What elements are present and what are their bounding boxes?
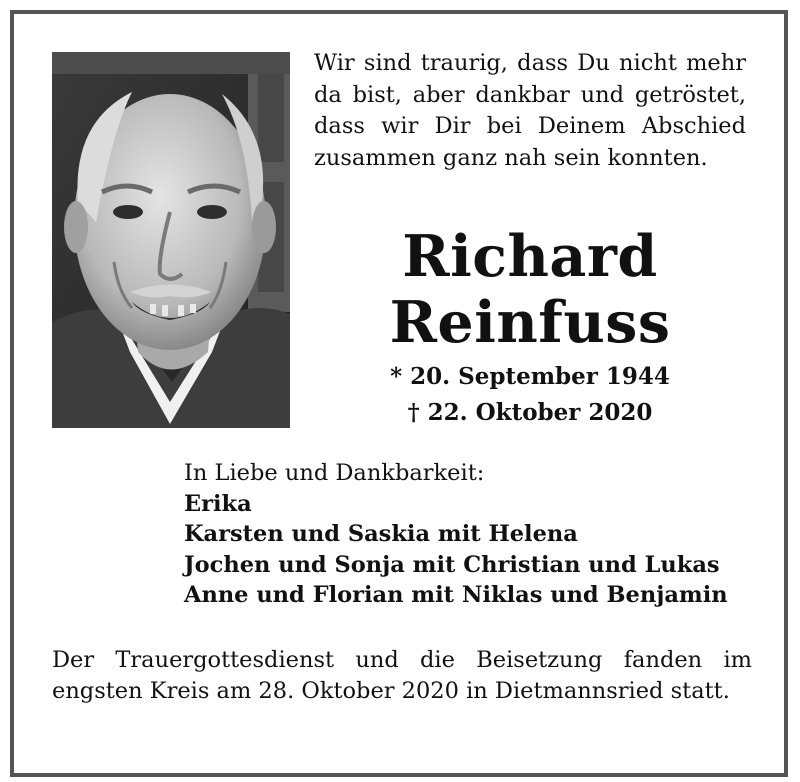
family-intro: In Liebe und Dankbarkeit: bbox=[184, 460, 485, 486]
portrait-photo bbox=[52, 52, 290, 428]
family-member: Jochen und Sonja mit Christian und Lukas bbox=[184, 551, 720, 578]
family-member: Karsten und Saskia mit Helena bbox=[184, 521, 578, 547]
funeral-notice: Der Trauergottesdienst und die Beisetzung fanden im engsten Kreis am 28. Oktober 2020 in Dietmannsried statt. bbox=[52, 647, 752, 704]
memorial-quote: Wir sind traurig, dass Du nicht mehr da bist, aber dankbar und getröstet, dass wir Dir bei Deinem Abschied zusammen ganz nah sein konnten. bbox=[314, 50, 746, 171]
family-section bbox=[184, 458, 764, 611]
first-name: Richard bbox=[402, 223, 658, 290]
last-name: Reinfuss bbox=[389, 289, 671, 356]
birth-date: * 20. September 1944 bbox=[390, 363, 670, 390]
death-date: † 22. Oktober 2020 bbox=[407, 399, 653, 426]
family-member: Erika bbox=[184, 490, 252, 517]
family-member: Anne und Florian mit Niklas und Benjamin bbox=[184, 582, 728, 608]
